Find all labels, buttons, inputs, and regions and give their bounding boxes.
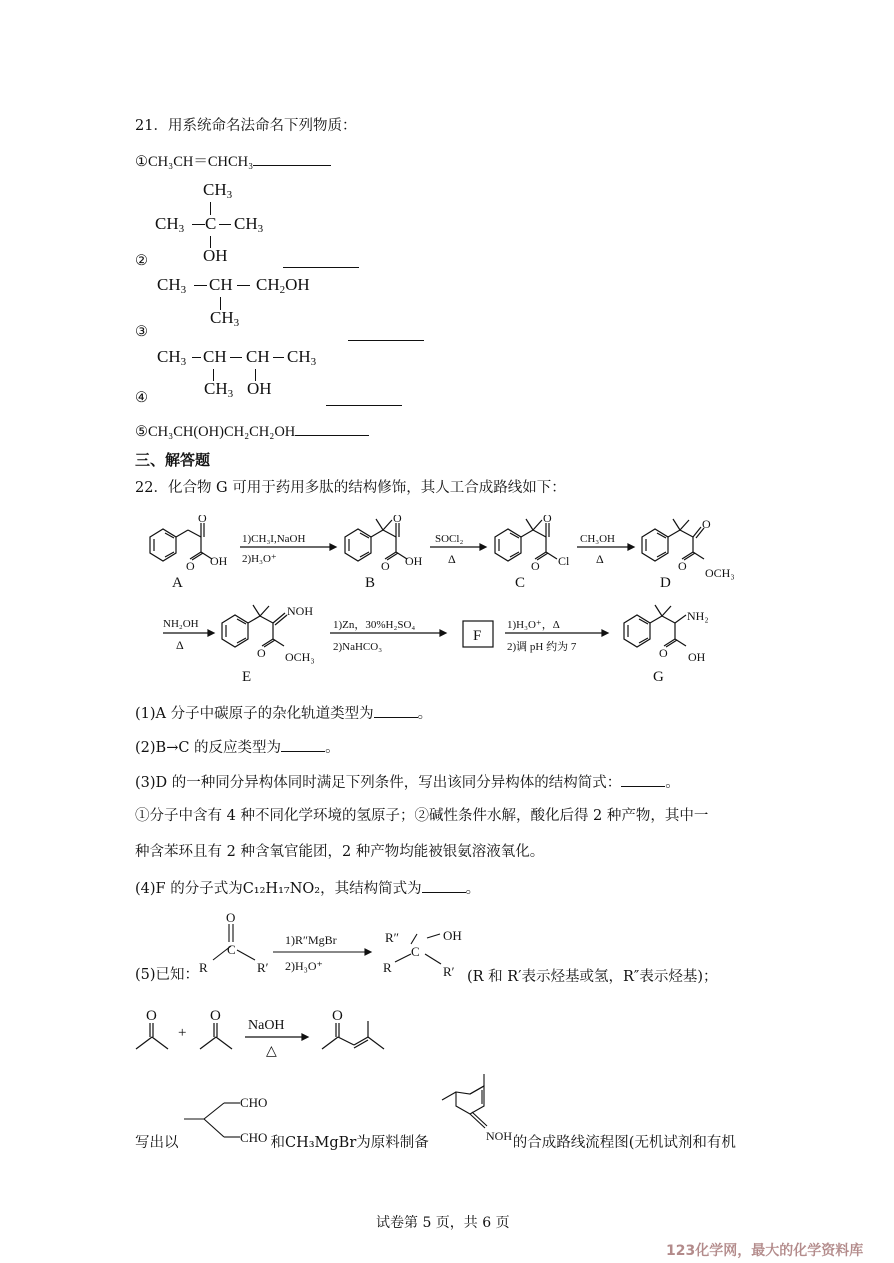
atom-label: O [210, 1008, 221, 1024]
atom-label: O [198, 515, 207, 525]
reagent-text: 1)Zn，30%H₂SO₄ [333, 619, 416, 631]
question-text: (3)D 的一种同分异构体同时满足下列条件，写出该同分异构体的结构简式： [135, 775, 622, 791]
atom-label: C [411, 944, 420, 959]
aldol-reaction-scheme [130, 1003, 400, 1063]
q21-item-4-number: ④ [135, 390, 148, 406]
atom-label: O [678, 559, 687, 573]
q21-stem: 21．用系统命名法命名下列物质： [135, 118, 357, 134]
atom-label: Cl [558, 554, 570, 568]
q21-item-2-blank[interactable] [283, 267, 359, 268]
atom-label: OH [688, 650, 706, 664]
compound-label-F: F [473, 628, 482, 644]
reagent-text: 2)调 pH 约为 7 [507, 641, 577, 653]
q22-part-5-note: (R 和 R′表示烃基或氢，R″表示烃基)； [467, 969, 718, 985]
answer-blank[interactable] [295, 421, 369, 436]
atom-label: CHO [240, 1095, 268, 1110]
q22-part-5-task [135, 1133, 736, 1153]
atom-label: C [227, 942, 236, 957]
atom-label: O [257, 646, 266, 660]
atom-label: CHO [240, 1130, 268, 1145]
punctuation: 。 [465, 881, 481, 897]
q21-item-2-number: ② [135, 253, 148, 269]
question-text: 和CH₃MgBr为原料制备 [270, 1135, 429, 1151]
atom-label: R′ [443, 964, 455, 979]
question-text: 写出以 [135, 1135, 179, 1151]
question-text: (2)B→C 的反应类型为 [135, 740, 282, 756]
atom-label: OH [210, 554, 228, 568]
atom-label: OCH₃ [285, 650, 315, 664]
reagent-text: SOCl₂ [435, 533, 464, 545]
atom-label: O [226, 912, 236, 925]
formula-text: CH₃CH(OH)CH₂CH₂OH [148, 424, 296, 440]
item-number: ⑤ [135, 424, 148, 440]
q22-part-3-condition-2: 种含苯环且有 2 种含氧官能团，2 种产物均能被银氨溶液氧化。 [135, 844, 545, 860]
atom-label: R [383, 960, 392, 975]
q22-part-3-condition-1: ①分子中含有 4 种不同化学环境的氢原子；②碱性条件水解，酸化后得 2 种产物，其中一 [135, 808, 709, 824]
atom-label: OCH₃ [705, 566, 735, 580]
q22-part-3 [135, 772, 680, 793]
q21-item-3-structure: $CH_3$ CH $CH_2OH$ $CH_3$ [157, 275, 310, 329]
atom-label: NOH [287, 604, 313, 618]
punctuation: 。 [417, 706, 433, 722]
atom-label: O [393, 515, 402, 525]
reagent-text: Δ [596, 552, 604, 566]
q21-item-3-number: ③ [135, 324, 148, 340]
atom-label: O [531, 559, 540, 573]
atom-label: O [659, 646, 668, 660]
atom-label: R [199, 960, 208, 975]
reagent-text: 2)NaHCO₃ [333, 641, 383, 653]
atom-label: O [381, 559, 390, 573]
compound-label-C: C [515, 575, 526, 591]
atom-label: O [186, 559, 195, 573]
reagent-text: 1)R″MgBr [285, 933, 337, 947]
item-number: ① [135, 154, 148, 170]
formula-text: CH₃CH＝CHCH₃ [148, 154, 254, 170]
q21-item-2-structure: $CH_3$ $CH_3$ C $CH_3$ OH [155, 180, 264, 265]
punctuation: 。 [325, 740, 340, 756]
q22-stem: 22．化合物 G 可用于药用多肽的结构修饰，其人工合成路线如下： [135, 480, 566, 496]
answer-blank[interactable] [422, 878, 466, 893]
compound-label-A: A [172, 575, 183, 591]
reagent-text: △ [266, 1044, 277, 1059]
watermark: 123化学网，最大的化学资料库 [666, 1243, 864, 1259]
reagent-text: CH₃OH [580, 533, 616, 545]
reagent-text: NaOH [248, 1018, 285, 1033]
compound-label-E: E [242, 669, 252, 685]
question-text: 的合成路线流程图(无机试剂和有机 [512, 1135, 736, 1151]
q21-item-4-blank[interactable] [326, 405, 402, 406]
section-title: 三、解答题 [135, 451, 211, 469]
answer-blank[interactable] [621, 772, 665, 787]
atom-label: O [332, 1008, 343, 1024]
q21-item-1 [135, 151, 331, 172]
answer-blank[interactable] [374, 703, 418, 718]
reagent-text: 2)H₃O⁺ [285, 959, 323, 973]
plus-sign: + [178, 1025, 187, 1041]
synthesis-scheme [130, 515, 770, 690]
question-text: (4)F 的分子式为C₁₂H₁₇NO₂，其结构简式为 [135, 881, 422, 897]
q21-item-4-structure: $CH_3$ CH CH $CH_3$ $CH_3$ OH [157, 347, 317, 400]
answer-blank[interactable] [281, 737, 325, 752]
atom-label: R′ [257, 960, 269, 975]
atom-label: O [543, 515, 552, 525]
reagent-text: NH₂OH [163, 618, 199, 630]
page-footer: 试卷第 5 页，共 6 页 [376, 1215, 510, 1231]
q22-part-5-label: (5)已知： [135, 967, 200, 983]
q21-item-3-blank[interactable] [348, 340, 424, 341]
reagent-text: 2)H₃O⁺ [242, 553, 277, 565]
atom-label: O [146, 1008, 157, 1024]
atom-label: NH₂ [687, 609, 709, 623]
atom-label: NOH [486, 1129, 512, 1143]
q22-part-4 [135, 878, 480, 899]
compound-label-G: G [653, 669, 664, 685]
reagent-text: Δ [176, 638, 184, 652]
compound-label-D: D [660, 575, 671, 591]
question-text: (1)A 分子中碳原子的杂化轨道类型为 [135, 706, 374, 722]
q21-item-5 [135, 421, 369, 442]
reagent-text: 1)CH₃I,NaOH [242, 533, 306, 545]
atom-label: O [702, 517, 711, 531]
atom-label: R″ [385, 930, 400, 945]
punctuation: 。 [665, 775, 680, 791]
q22-part-2 [135, 737, 340, 758]
compound-label-B: B [365, 575, 376, 591]
reagent-text: 1)H₃O⁺，Δ [507, 619, 560, 631]
answer-blank[interactable] [253, 151, 331, 166]
grignard-reaction-scheme [195, 912, 475, 992]
atom-label: OH [405, 554, 423, 568]
q22-part-1 [135, 703, 432, 724]
atom-label: OH [443, 928, 462, 943]
reagent-text: Δ [448, 552, 456, 566]
